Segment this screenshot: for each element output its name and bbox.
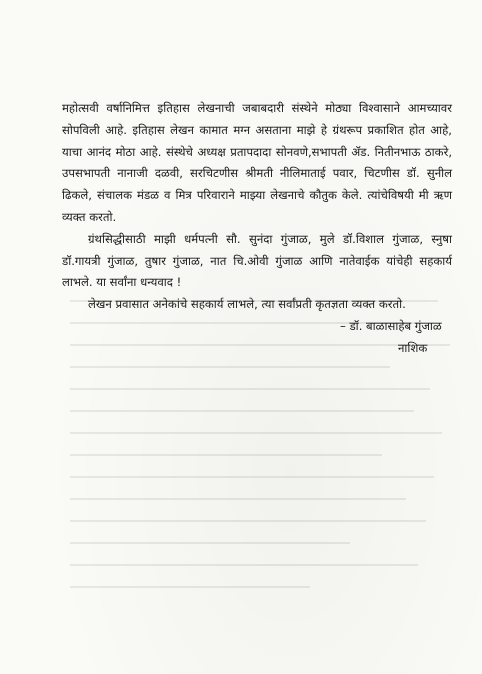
signature-block <box>340 316 442 360</box>
author-name: – डॉ. बाळासाहेब गुंजाळ <box>340 319 442 333</box>
body-text <box>62 98 452 316</box>
paragraph-acknowledgement-family: ग्रंथसिद्धीसाठी माझी धर्मपत्नी सौ. सुनंदा गुंजाळ, मुले डॉ.विशाल गुंजाळ, स्नुषा डॉ.गायत्री गुंजाळ, तुषार गुंजाळ, नात चि.ओवी गुंजाळ आणि नातेवाईक यांचेही सहकार्य लाभले. या सर्वांना धन्यवाद ! <box>62 231 452 290</box>
author-place: नाशिक <box>398 340 428 355</box>
paragraph-acknowledgement-general: लेखन प्रवासात अनेकांचे सहकार्य लाभले, त्या सर्वांप्रती कृतज्ञता व्यक्त करतो. <box>88 297 406 312</box>
paragraph-acknowledgement-institution: महोत्सवी वर्षानिमित्त इतिहास लेखनाची जबाबदारी संस्थेने मोठ्या विश्वासाने आमच्यावर सोपविली आहे. इतिहास लेखन कामात मग्न असताना माझे हे ग्रंथरूप प्रकाशित होत आहे, याचा आनंद मोठा आहे. संस्थेचे अध्यक्ष प्रतापदादा सोनवणे,सभापती ॲड. नितीनभाऊ ठाकरे, उपसभापती नानाजी दळवी, सरचिटणीस श्रीमती नीलिमाताई पवार, चिटणीस डॉ. सुनील ढिकले, संचालक मंडळ व मित्र परिवाराने माझ्या लेखनाचे कौतुक केले. त्यांचेविषयी मी ऋण व्यक्त करतो. <box>62 101 452 224</box>
